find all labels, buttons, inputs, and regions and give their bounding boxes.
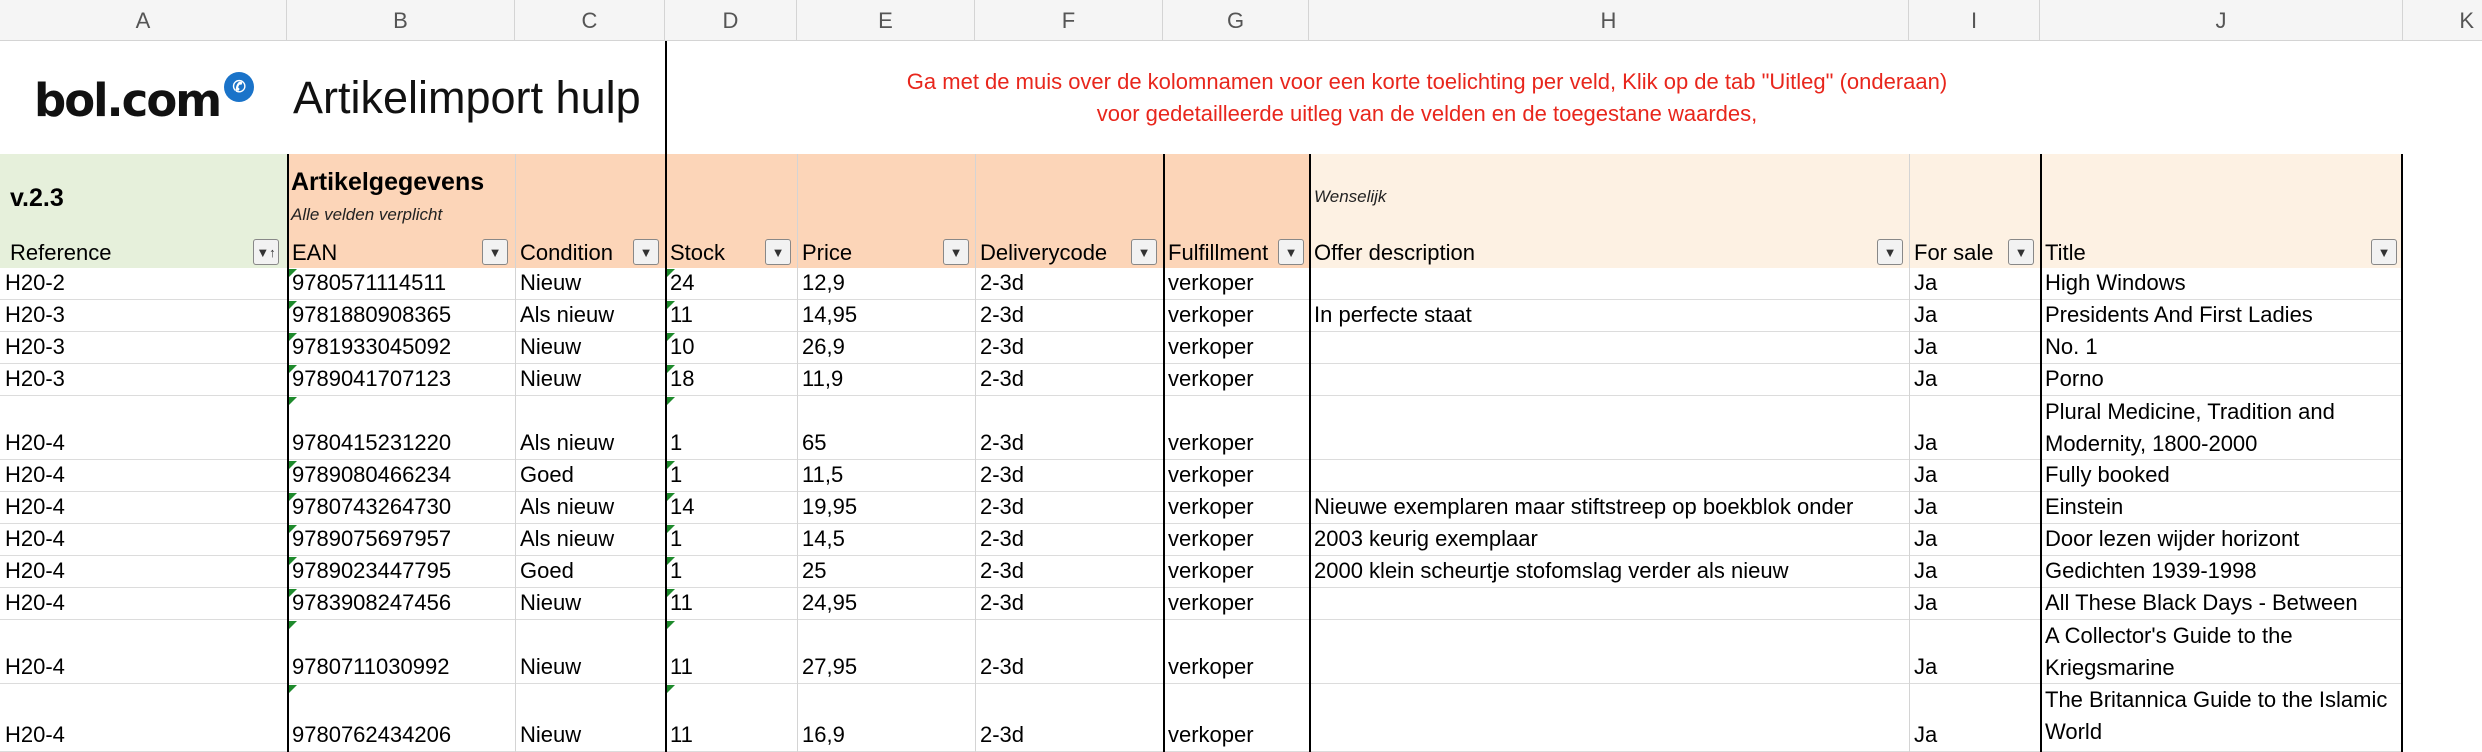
- cell-title[interactable]: A Collector's Guide to the Kriegsmarine: [2045, 623, 2293, 680]
- filter-dropdown-icon[interactable]: ▼: [765, 239, 791, 265]
- filter-dropdown-icon[interactable]: ▼: [2008, 239, 2034, 265]
- cell-title[interactable]: No. 1: [2045, 334, 2098, 359]
- cell-ean[interactable]: 9780415231220: [292, 430, 452, 455]
- cell-delivery[interactable]: 2-3d: [980, 366, 1025, 391]
- cell-condition[interactable]: Nieuw: [520, 654, 582, 679]
- cell-reference[interactable]: H20-4: [5, 462, 65, 487]
- cell-delivery[interactable]: 2-3d: [980, 590, 1025, 615]
- cell-fulfillment[interactable]: verkoper: [1168, 526, 1254, 551]
- column-header-f[interactable]: F: [975, 0, 1163, 41]
- cell-stock[interactable]: 14: [670, 494, 695, 519]
- cell-delivery[interactable]: 2-3d: [980, 558, 1025, 583]
- cell-price[interactable]: 14,95: [802, 302, 858, 327]
- cell-reference[interactable]: H20-4: [5, 430, 65, 455]
- cell-price[interactable]: 11,9: [802, 366, 844, 391]
- cell-ean[interactable]: 9780743264730: [292, 494, 452, 519]
- cell-delivery[interactable]: 2-3d: [980, 494, 1025, 519]
- grid-line: [515, 154, 516, 752]
- cell-for-sale[interactable]: Ja: [1914, 494, 1938, 519]
- cell-reference[interactable]: H20-2: [5, 270, 65, 295]
- table-row: [0, 620, 2403, 684]
- cell-for-sale[interactable]: Ja: [1914, 526, 1938, 551]
- cell-condition[interactable]: Nieuw: [520, 590, 582, 615]
- number-stored-as-text-flag: [289, 301, 297, 309]
- banner: [0, 42, 2482, 154]
- grid-line: [975, 154, 976, 752]
- cell-price[interactable]: 16,9: [802, 722, 845, 747]
- bol-logo: [34, 66, 254, 136]
- divider-line: [665, 41, 667, 752]
- column-header-h[interactable]: H: [1309, 0, 1909, 41]
- cell-stock[interactable]: 10: [670, 334, 695, 359]
- cell-fulfillment[interactable]: verkoper: [1168, 366, 1254, 391]
- cell-price[interactable]: 25: [802, 558, 827, 583]
- column-header-e[interactable]: E: [797, 0, 975, 41]
- cell-ean[interactable]: 9780762434206: [292, 722, 452, 747]
- cell-for-sale[interactable]: Ja: [1914, 270, 1938, 295]
- table-row: [0, 460, 2403, 492]
- cell-fulfillment[interactable]: verkoper: [1168, 590, 1254, 615]
- cell-fulfillment[interactable]: verkoper: [1168, 462, 1254, 487]
- cell-stock[interactable]: 11: [670, 654, 693, 679]
- number-stored-as-text-flag: [667, 525, 675, 533]
- table-row: [0, 492, 2403, 524]
- header-for-sale[interactable]: For sale: [1914, 240, 1994, 265]
- cell-title[interactable]: Porno: [2045, 366, 2104, 391]
- cell-delivery[interactable]: 2-3d: [980, 526, 1025, 551]
- table-row: [0, 588, 2403, 620]
- number-stored-as-text-flag: [667, 333, 675, 341]
- number-stored-as-text-flag: [289, 589, 297, 597]
- cell-condition[interactable]: Als nieuw: [520, 494, 615, 519]
- cell-price[interactable]: 27,95: [802, 654, 858, 679]
- cell-price[interactable]: 65: [802, 430, 827, 455]
- cell-condition[interactable]: Nieuw: [520, 270, 582, 295]
- cell-reference[interactable]: H20-4: [5, 590, 65, 615]
- header-condition[interactable]: Condition: [520, 240, 613, 265]
- cell-delivery[interactable]: 2-3d: [980, 302, 1025, 327]
- cell-ean[interactable]: 9789075697957: [292, 526, 452, 551]
- logo-mark-icon: ✆: [224, 72, 254, 102]
- cell-title[interactable]: Fully booked: [2045, 462, 2170, 487]
- cell-condition[interactable]: Goed: [520, 558, 574, 583]
- cell-fulfillment[interactable]: verkoper: [1168, 302, 1254, 327]
- header-fulfillment[interactable]: Fulfillment: [1168, 240, 1269, 265]
- cell-title[interactable]: Presidents And First Ladies: [2045, 302, 2313, 327]
- table-row: [0, 684, 2403, 752]
- divider-line: [2401, 154, 2403, 752]
- number-stored-as-text-flag: [667, 621, 675, 629]
- cell-title[interactable]: High Windows: [2045, 270, 2186, 295]
- cell-title[interactable]: All These Black Days - Between: [2045, 590, 2358, 615]
- column-header-g[interactable]: G: [1163, 0, 1309, 41]
- number-stored-as-text-flag: [667, 685, 675, 693]
- cell-ean[interactable]: 9789041707123: [292, 366, 452, 391]
- number-stored-as-text-flag: [289, 397, 297, 405]
- cell-price[interactable]: 11,5: [802, 462, 844, 487]
- table-row: [0, 524, 2403, 556]
- cell-condition[interactable]: Als nieuw: [520, 526, 615, 551]
- cell-price[interactable]: 19,95: [802, 494, 858, 519]
- cell-description[interactable]: 2000 klein scheurtje stofomslag verder als nieuw: [1314, 558, 1789, 583]
- cell-for-sale[interactable]: Ja: [1914, 334, 1938, 359]
- cell-stock[interactable]: 11: [670, 722, 693, 747]
- cell-ean[interactable]: 9783908247456: [292, 590, 452, 615]
- cell-description[interactable]: In perfecte staat: [1314, 302, 1472, 327]
- cell-title[interactable]: Gedichten 1939-1998: [2045, 558, 2257, 583]
- cell-condition[interactable]: Nieuw: [520, 722, 582, 747]
- cell-reference[interactable]: H20-4: [5, 722, 65, 747]
- cell-stock[interactable]: 1: [670, 462, 683, 487]
- number-stored-as-text-flag: [289, 685, 297, 693]
- cell-condition[interactable]: Als nieuw: [520, 302, 615, 327]
- cell-for-sale[interactable]: Ja: [1914, 558, 1938, 583]
- cell-for-sale[interactable]: Ja: [1914, 302, 1938, 327]
- cell-for-sale[interactable]: Ja: [1914, 430, 1938, 455]
- filter-dropdown-icon[interactable]: ▼: [943, 239, 969, 265]
- number-stored-as-text-flag: [289, 493, 297, 501]
- cell-delivery[interactable]: 2-3d: [980, 270, 1025, 295]
- divider-line: [287, 154, 289, 752]
- cell-fulfillment[interactable]: verkoper: [1168, 334, 1254, 359]
- cell-ean[interactable]: 9780571114511: [292, 270, 447, 295]
- column-header-j[interactable]: J: [2040, 0, 2403, 41]
- table-row: [0, 300, 2403, 332]
- divider-line: [1309, 154, 1311, 752]
- number-stored-as-text-flag: [667, 461, 675, 469]
- cell-fulfillment[interactable]: verkoper: [1168, 654, 1254, 679]
- number-stored-as-text-flag: [289, 461, 297, 469]
- filter-dropdown-icon[interactable]: ▼: [2371, 239, 2397, 265]
- number-stored-as-text-flag: [667, 589, 675, 597]
- number-stored-as-text-flag: [289, 333, 297, 341]
- column-header-b[interactable]: B: [287, 0, 515, 41]
- number-stored-as-text-flag: [289, 525, 297, 533]
- cell-title[interactable]: The Britannica Guide to the Islamic World: [2045, 687, 2388, 744]
- number-stored-as-text-flag: [667, 301, 675, 309]
- filter-dropdown-icon[interactable]: ▼: [482, 239, 508, 265]
- cell-ean[interactable]: 9789023447795: [292, 558, 452, 583]
- cell-title[interactable]: Einstein: [2045, 494, 2124, 519]
- header-deliverycode[interactable]: Deliverycode: [980, 240, 1108, 265]
- cell-ean[interactable]: 9781880908365: [292, 302, 452, 327]
- cell-stock[interactable]: 1: [670, 558, 683, 583]
- header-offer-description[interactable]: Offer description: [1314, 240, 1476, 265]
- help-note-line-2: voor gedetailleerde uitleg van de velden en de toegestane waardes,: [1096, 101, 1758, 126]
- cell-condition[interactable]: Als nieuw: [520, 430, 615, 455]
- cell-stock[interactable]: 11: [670, 302, 693, 327]
- divider-line: [2040, 154, 2042, 752]
- optional-section-label: Wenselijk: [1314, 187, 1387, 206]
- help-note: [667, 66, 2187, 130]
- cell-price[interactable]: 26,9: [802, 334, 845, 359]
- cell-delivery[interactable]: 2-3d: [980, 430, 1025, 455]
- cell-price[interactable]: 14,5: [802, 526, 845, 551]
- table-row: [0, 332, 2403, 364]
- cell-for-sale[interactable]: Ja: [1914, 654, 1938, 679]
- required-section-title: Artikelgegevens: [291, 168, 485, 196]
- column-header-c[interactable]: C: [515, 0, 665, 41]
- header-title[interactable]: Title: [2045, 240, 2086, 265]
- column-header-row: [0, 0, 2482, 41]
- page-title: Artikelimport hulp: [293, 72, 641, 123]
- number-stored-as-text-flag: [289, 269, 297, 277]
- cell-condition[interactable]: Goed: [520, 462, 574, 487]
- cell-condition[interactable]: Nieuw: [520, 334, 582, 359]
- cell-title[interactable]: Plural Medicine, Tradition and Modernity, 1800-2000: [2045, 399, 2335, 456]
- column-header-d[interactable]: D: [665, 0, 797, 41]
- cell-for-sale[interactable]: Ja: [1914, 366, 1938, 391]
- grid-line: [1909, 154, 1910, 752]
- cell-stock[interactable]: 24: [670, 270, 695, 295]
- filter-dropdown-icon[interactable]: ▼: [1877, 239, 1903, 265]
- cell-ean[interactable]: 9780711030992: [292, 654, 450, 679]
- empty-band: [2403, 154, 2482, 268]
- number-stored-as-text-flag: [289, 621, 297, 629]
- divider-line: [1163, 154, 1165, 752]
- cell-price[interactable]: 24,95: [802, 590, 858, 615]
- column-header-k[interactable]: K: [2459, 7, 2474, 33]
- cell-reference[interactable]: H20-4: [5, 654, 65, 679]
- number-stored-as-text-flag: [667, 557, 675, 565]
- cell-reference[interactable]: H20-4: [5, 526, 65, 551]
- cell-reference[interactable]: H20-3: [5, 366, 65, 391]
- cell-fulfillment[interactable]: verkoper: [1168, 270, 1254, 295]
- grid-line: [797, 154, 798, 752]
- number-stored-as-text-flag: [289, 557, 297, 565]
- number-stored-as-text-flag: [667, 365, 675, 373]
- filter-dropdown-icon[interactable]: ▼: [633, 239, 659, 265]
- cell-delivery[interactable]: 2-3d: [980, 722, 1025, 747]
- cell-reference[interactable]: H20-4: [5, 558, 65, 583]
- help-note-line-1: Ga met de muis over de kolomnamen voor een korte toelichting per veld, Klik op de tab "Uitleg" (onderaan): [906, 69, 1948, 94]
- version-label: v.2.3: [10, 184, 64, 212]
- header-stock[interactable]: Stock: [670, 240, 726, 265]
- table-row: [0, 364, 2403, 396]
- cell-reference[interactable]: H20-3: [5, 302, 65, 327]
- column-header-a[interactable]: A: [0, 0, 287, 41]
- header-reference[interactable]: Reference: [10, 240, 112, 265]
- cell-delivery[interactable]: 2-3d: [980, 334, 1025, 359]
- number-stored-as-text-flag: [667, 269, 675, 277]
- filter-dropdown-icon[interactable]: ▼: [1131, 239, 1157, 265]
- cell-for-sale[interactable]: Ja: [1914, 462, 1938, 487]
- cell-fulfillment[interactable]: verkoper: [1168, 722, 1254, 747]
- cell-ean[interactable]: 9781933045092: [292, 334, 452, 359]
- cell-reference[interactable]: H20-4: [5, 494, 65, 519]
- cell-fulfillment[interactable]: verkoper: [1168, 558, 1254, 583]
- cell-ean[interactable]: 9789080466234: [292, 462, 452, 487]
- cell-delivery[interactable]: 2-3d: [980, 654, 1025, 679]
- table-row: [0, 556, 2403, 588]
- cell-delivery[interactable]: 2-3d: [980, 462, 1025, 487]
- required-section-subtitle: Alle velden verplicht: [291, 205, 443, 224]
- cell-stock[interactable]: 1: [670, 526, 683, 551]
- filter-dropdown-icon[interactable]: ▼: [1278, 239, 1304, 265]
- cell-fulfillment[interactable]: verkoper: [1168, 494, 1254, 519]
- logo-text: bol.com: [34, 74, 221, 127]
- cell-description[interactable]: 2003 keurig exemplaar: [1314, 526, 1538, 551]
- cell-price[interactable]: 12,9: [802, 270, 845, 295]
- number-stored-as-text-flag: [667, 493, 675, 501]
- cell-reference[interactable]: H20-3: [5, 334, 65, 359]
- header-price[interactable]: Price: [802, 240, 853, 265]
- column-header-i[interactable]: I: [1909, 0, 2040, 41]
- table-row: [0, 396, 2403, 460]
- cell-title[interactable]: Door lezen wijder horizont: [2045, 526, 2300, 551]
- header-ean[interactable]: EAN: [292, 240, 338, 265]
- cell-stock[interactable]: 11: [670, 590, 693, 615]
- number-stored-as-text-flag: [667, 397, 675, 405]
- cell-stock[interactable]: 1: [670, 430, 683, 455]
- number-stored-as-text-flag: [289, 365, 297, 373]
- table-row: [0, 268, 2403, 300]
- filter-sort-icon[interactable]: ▼↑: [253, 239, 279, 265]
- cell-description[interactable]: Nieuwe exemplaren maar stiftstreep op boekblok onder: [1314, 494, 1854, 519]
- cell-for-sale[interactable]: Ja: [1914, 590, 1938, 615]
- cell-for-sale[interactable]: Ja: [1914, 722, 1938, 747]
- cell-fulfillment[interactable]: verkoper: [1168, 430, 1254, 455]
- cell-stock[interactable]: 18: [670, 366, 695, 391]
- cell-condition[interactable]: Nieuw: [520, 366, 582, 391]
